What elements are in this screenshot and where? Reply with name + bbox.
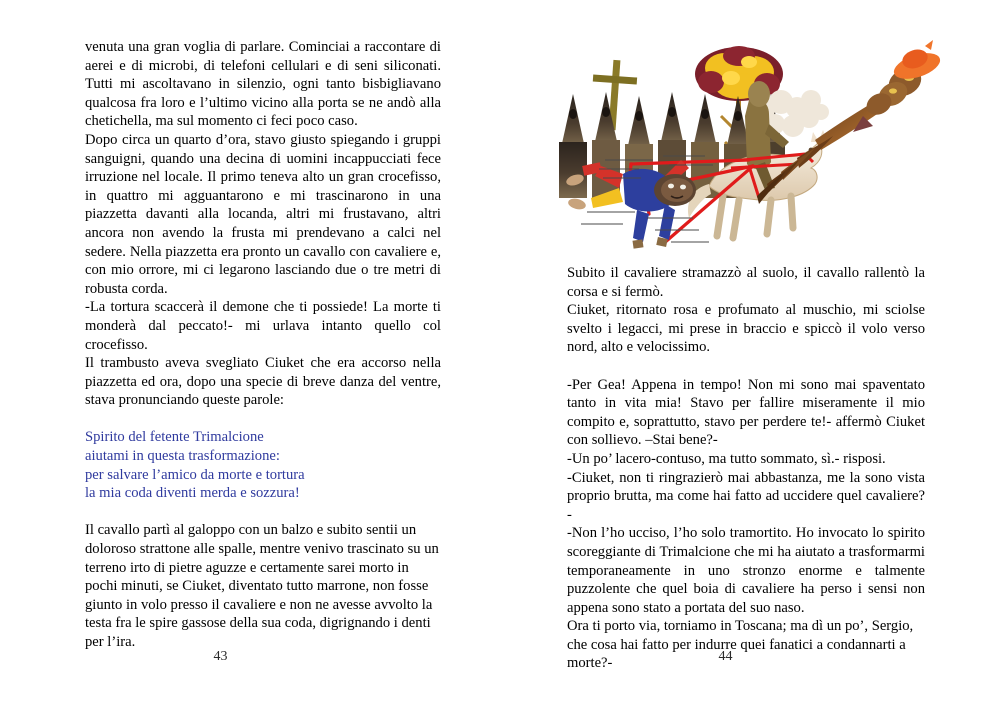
paragraph: Ora ti porto via, torniamo in Toscana; ma dì un po’, Sergio, che cosa hai fatto per indurre quei fanatici a condannarti a morte?-	[567, 618, 914, 672]
page-number-left: 43	[213, 649, 228, 664]
paragraph: -Ciuket, non ti ringrazierò mai abbastanza, me la sono vista proprio brutta, ma come hai fatto ad uccidere quel cavaliere?-	[567, 469, 925, 523]
paragraph: Il trambusto aveva svegliato Ciuket che era accorso nella piazzetta ed ora, dopo una specie di breve danza del ventre, stava pronunciando queste parole:	[85, 355, 441, 409]
paragraph: venuta una gran voglia di parlare. Cominciai a raccontare di aerei e di microbi, di telefoni cellulari e di seni siliconati. Tutti mi ascoltavano in silenzio, ogni tanto bisbigliavano qualcosa fra loro e l’ultimo vicino alla porta se ne andò alla chetichella, ma sul momento ci feci poco caso.	[85, 39, 441, 130]
paragraph: Il cavallo partì al galoppo con un balzo e subito sentii un doloroso strattone alle spalle, mentre venivo trascinato su un terreno irto di pietre aguzze e certamente sarei morto in pochi minuti, se Ciuket, diventato tutto marrone, non fosse giunto in volo presso il cavaliere e non ne avesse avvolto la testa fra le spire gassose della sua coda, digrignando i denti per l’ira.	[85, 522, 439, 650]
paragraph-spacer	[567, 357, 925, 376]
verse-spacer-bottom	[85, 503, 441, 522]
verse-stanza	[85, 428, 441, 502]
verse-line: la mia coda diventi merda e sozzura!	[85, 485, 300, 502]
right-page-text-column	[567, 264, 925, 673]
verse-line: aiutami in questa trasformazione:	[85, 448, 280, 465]
paragraph: -Per Gea! Appena in tempo! Non mi sono mai spaventato tanto in vita mia! Stavo per fallire miseramente il mio compito e, soprattutto, stavo per perdere te!- affermò Ciuket con sollievo. –Stai bene?-	[567, 376, 925, 449]
paragraph: -Non l’ho ucciso, l’ho solo tramortito. Ho invocato lo spirito scoreggiante di Trimalcione che mi ha aiutato a trasformarmi temporaneamente in uno stronzo enorme e talmente puzzolente che quel boia di cavaliere ha perso i sensi non appena sono stato a portata del suo naso.	[567, 525, 925, 616]
page-right	[501, 0, 1002, 707]
illustration-knight-dragging-scene	[553, 38, 965, 266]
paragraph: -Un po’ lacero-contuso, ma tutto sommato, sì.- risposi.	[567, 450, 886, 467]
dragged-man	[565, 160, 696, 249]
verse-spacer-top	[85, 410, 441, 429]
paragraph: Dopo circa un quarto d’ora, stavo giusto spiegando i gruppi sanguigni, quando una decina di uomini incappucciati fece irruzione nel locale. Il primo teneva alto un gran crocefisso, in quattro mi agguantarono e mi trascinarono in una piazzetta davanti alla locanda, altri mi frustavano, altri ancora non avendo la frusta mi prendevano a calci nel sedere. Nella piazzetta era pronto un cavallo con cavaliere e, con mio orrore, mi ci legarono lasciando due o tre metri di robusta corda.	[85, 131, 441, 297]
paragraph: -La tortura scaccerà il demone che ti possiede! La morte ti monderà dal peccato!- mi urlava intanto quello col crocefisso.	[85, 299, 441, 353]
verse-line: Spirito del fetente Trimalcione	[85, 429, 264, 446]
left-page-text-column	[85, 38, 441, 652]
cross-icon	[593, 60, 637, 130]
page-number-right: 44	[718, 649, 733, 664]
paragraph: Subito il cavaliere stramazzò al suolo, il cavallo rallentò la corsa e si fermò.	[567, 265, 925, 300]
snake-hat	[891, 40, 943, 84]
paragraph: Ciuket, ritornato rosa e profumato al muschio, mi sciolse svelto i legacci, mi prese in braccio e spiccò il volo verso nord, alto e velocissimo.	[567, 302, 925, 356]
verse-line: per salvare l’amico da morte e tortura	[85, 466, 305, 483]
